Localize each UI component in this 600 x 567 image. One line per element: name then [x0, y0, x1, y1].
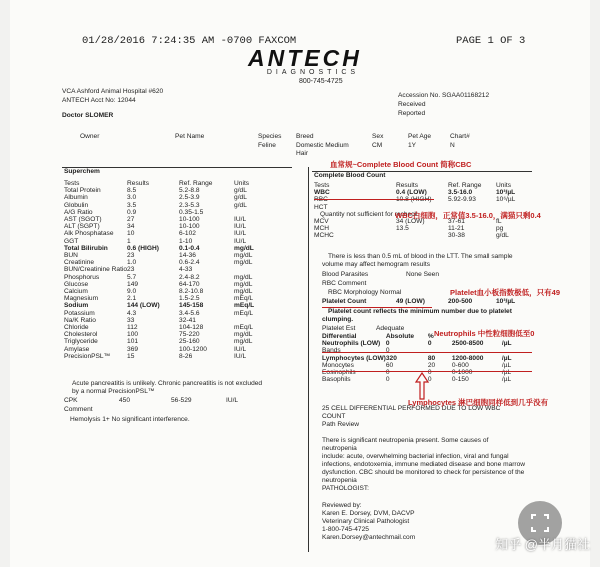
test-result: 4.3 [127, 309, 137, 317]
fax-header: 01/28/2016 7:24:35 AM -0700 FAXCOM [82, 35, 297, 47]
diff-col-absolute: Absolute [385, 333, 415, 340]
mchc-test: MCHC [314, 232, 334, 240]
superchem-row [64, 209, 274, 216]
superchem-row [64, 187, 274, 194]
absolute: 60 [385, 361, 394, 369]
test-units: mEq/L [234, 295, 254, 303]
cell-type: Basophils [322, 376, 351, 384]
reviewed-line: Veterinary Clinical Pathologist [322, 518, 410, 525]
test-range: 8.2-10.8 [179, 288, 204, 296]
percent: 0 [427, 369, 432, 377]
platelet-test: Platelet Count [322, 298, 367, 305]
logo-sub: DIAGNOSTICS [266, 69, 360, 76]
mchc-range: 30-38 [448, 232, 465, 240]
test-result: 9.0 [127, 288, 137, 296]
test-result: 149 [127, 280, 139, 288]
diff-row [322, 362, 526, 369]
reviewed-line: Reviewed by: [322, 502, 362, 509]
path-line: infections, endotoxemia, immune mediated disease and bone marrow [322, 461, 526, 468]
superchem-row [64, 238, 274, 245]
platelet-note-1: Platelet count reflects the minimum number due to platelet [328, 308, 512, 315]
test-range: 4-33 [179, 266, 193, 274]
test-units: mEq/L [234, 302, 255, 310]
test-name: BUN [64, 252, 78, 260]
absolute: 0 [385, 369, 390, 377]
annotation-cbc-title: 血常规~Complete Blood Count 简称CBC [330, 160, 472, 169]
arrow-up-icon [415, 372, 429, 400]
test-units: IU/L [234, 345, 247, 353]
diff-row [322, 347, 526, 354]
absolute: 0 [385, 376, 390, 384]
test-units: g/dL [234, 194, 247, 202]
superchem-row [64, 223, 274, 230]
test-units: mg/dL [234, 288, 253, 296]
test-result: 101 [127, 338, 139, 346]
test-result: 369 [127, 345, 139, 353]
test-range: 10-100 [179, 216, 200, 224]
rbc-comment-label: RBC Comment [322, 280, 367, 287]
species-value: Feline [258, 142, 276, 149]
annotation-platelet: Platelet血小板指数极低，只有49 [450, 288, 561, 297]
test-range: 14-36 [179, 252, 196, 260]
superchem-row [64, 245, 274, 252]
units: /µL [501, 369, 512, 377]
hct-test: HCT [314, 203, 328, 211]
cbc-row-rbc [314, 196, 530, 203]
test-result: 144 (LOW) [127, 302, 160, 310]
mcv-test: MCV [314, 218, 329, 226]
test-range: 2.4-8.2 [179, 273, 200, 281]
doctor-name: Doctor SLOMER [62, 112, 114, 119]
diff-row [322, 355, 526, 362]
test-result: 1 [127, 237, 131, 245]
test-units: mg/dL [234, 259, 253, 267]
mcv-units: fL [496, 218, 502, 226]
mchc-result [396, 232, 448, 239]
platelet-range: 200-500 [448, 298, 473, 305]
test-name: AST (SGOT) [64, 216, 102, 224]
superchem-row [64, 324, 274, 331]
lab-phone: 800-745-4725 [299, 78, 343, 85]
platelet-row [322, 298, 530, 305]
percent: 0 [427, 376, 432, 384]
superchem-row [64, 288, 274, 295]
path-line: PATHOLOGIST: [322, 485, 370, 492]
units: /µL [501, 354, 512, 362]
cbc-col-range: Ref. Range [448, 182, 482, 189]
accession-number: Accession No. SGAA01168212 [398, 92, 490, 99]
test-units: mEq/L [234, 309, 254, 317]
antech-logo [248, 46, 378, 76]
parasites-value: None Seen [406, 271, 439, 278]
test-units: IU/L [234, 352, 247, 360]
superchem-row [64, 346, 274, 353]
test-range: 0.1-0.4 [179, 244, 200, 252]
test-range: 64-170 [179, 280, 200, 288]
count-label: COUNT [322, 413, 346, 420]
test-name: A/G Ratio [64, 208, 93, 216]
diff-col-percent: % [427, 333, 434, 340]
wbc-result: 0.4 (LOW) [396, 189, 427, 197]
path-line: include: acute, overwhelming bacterial infection, viral and fungal [322, 453, 509, 460]
test-name: Potassium [64, 309, 95, 317]
age-label: Pet Age [408, 133, 432, 140]
superchem-row [64, 338, 274, 345]
test-name: GGT [64, 237, 79, 245]
reviewed-line: 1-800-745-4725 [322, 526, 369, 533]
path-line: dysfunction. CBC should be monitored to check for persistence of the [322, 469, 525, 476]
cell-diff-note: 25 CELL DIFFERENTIAL PERFORMED DUE TO LOW WBC [322, 405, 501, 412]
test-units [234, 209, 274, 216]
petname-label: Pet Name [175, 133, 205, 140]
cell-type: Lymphocytes (LOW) [322, 354, 386, 362]
test-range: 10-100 [179, 223, 200, 231]
hct-note: Quantity not sufficient for recheck [320, 210, 418, 218]
cbc-header-row [314, 182, 530, 189]
test-range: 145-158 [179, 302, 204, 310]
test-units: mg/dL [234, 273, 253, 281]
reported-label: Reported [398, 110, 426, 117]
test-range: 0.6-2.4 [179, 259, 200, 267]
superchem-row [64, 202, 274, 209]
mch-units: pg [496, 225, 504, 233]
center-rule [308, 167, 309, 552]
test-name: Glucose [64, 280, 89, 288]
test-range: 1.5-2.5 [179, 295, 200, 303]
test-name: Alk Phosphatase [64, 230, 114, 238]
superchem-row [64, 353, 274, 360]
test-name: ALT (SGPT) [64, 223, 100, 231]
test-name: PrecisionPSL™ [64, 352, 111, 360]
range: 0-150 [451, 376, 469, 384]
test-units: IU/L [234, 237, 247, 245]
test-units: mg/dL [234, 244, 254, 252]
test-name: Albumin [64, 194, 88, 202]
superchem-row [64, 317, 274, 324]
test-result: 23 [127, 266, 135, 274]
test-name: Triglyceride [64, 338, 98, 346]
mch-test: MCH [314, 225, 330, 233]
cbc-row-mch [314, 225, 530, 232]
cpk-range: 56-529 [171, 397, 192, 404]
test-units [234, 266, 274, 273]
neutrophils-underline [322, 352, 532, 353]
wbc-test: WBC [314, 189, 330, 197]
test-result: 0.6 (HIGH) [127, 244, 159, 252]
mcv-result: 34 (LOW) [396, 218, 425, 226]
range: 2500-8500 [451, 340, 484, 348]
diff-col-test: Differential [322, 333, 357, 340]
reviewed-line: Karen E. Dorsey, DVM, DACVP [322, 510, 415, 517]
reviewed-by-block [322, 502, 415, 542]
wbc-underline [314, 199, 434, 200]
test-result: 0.9 [127, 208, 137, 216]
chart-value: N [450, 142, 455, 149]
percent [428, 347, 452, 354]
ltt-note-2: volume may affect hemogram results [322, 261, 430, 268]
diff-row [322, 340, 526, 347]
annotation-wbc: WBC白细胞，正常值3.5-16.0，满猫只剩0.4 [395, 211, 541, 220]
test-result: 8.5 [127, 187, 137, 195]
test-units: mg/dL [234, 280, 253, 288]
range [452, 347, 502, 354]
test-range: 25-160 [179, 338, 200, 346]
path-line: There is significant neutropenia present. Some causes of [322, 437, 489, 444]
test-range: 3.4-5.6 [179, 309, 200, 317]
percent: 80 [427, 354, 436, 362]
test-result: 15 [127, 352, 135, 360]
platelet-underline [322, 307, 432, 308]
cpk-units: IU/L [226, 397, 239, 404]
test-range: 100-1200 [179, 345, 207, 353]
test-range: 1-10 [179, 237, 193, 245]
units [502, 347, 526, 354]
cpk-result: 450 [119, 397, 131, 404]
comment-label: Comment [64, 406, 93, 413]
test-result: 23 [127, 252, 135, 260]
cbc-col-results: Results [396, 182, 418, 189]
test-units: mg/dL [234, 252, 253, 260]
hemolysis-note: Hemolysis 1+ No significant interference. [70, 416, 190, 423]
test-range: 32-41 [179, 316, 196, 324]
test-units: mEq/L [234, 324, 254, 332]
parasites-label: Blood Parasites [322, 271, 369, 278]
test-range: 2.5-3.9 [179, 194, 200, 202]
platelet-est-label: Platelet Est [322, 325, 356, 332]
col-range: Ref. Range [179, 180, 213, 187]
test-name: Cholesterol [64, 331, 98, 339]
test-result: 27 [127, 216, 135, 224]
test-name: BUN/Creatinine Ratio [64, 266, 128, 274]
test-range: 5.2-8.8 [179, 187, 200, 195]
cbc-col-tests: Tests [314, 182, 330, 189]
breed-value: Domestic Medium Hair [296, 142, 349, 157]
test-result: 34 [127, 223, 135, 231]
test-units: mg/dL [234, 331, 253, 339]
cell-type: Neutrophils (LOW) [322, 340, 381, 348]
test-units: mg/dL [234, 338, 253, 346]
cbc-row-mchc [314, 232, 530, 239]
cell-type: Eosinophils [322, 369, 356, 377]
test-name: Total Bilirubin [64, 244, 108, 252]
test-units: IU/L [234, 216, 247, 224]
annotation-lymphocytes: Lymphocytes 淋巴细胞同样低到几乎没有 [408, 398, 549, 407]
owner-label: Owner [80, 133, 100, 140]
test-name: Chloride [64, 324, 89, 332]
superchem-row [64, 274, 274, 281]
platelet-units: 10³/µL [496, 298, 516, 305]
watermark: 知乎 @半月猫社 [495, 537, 590, 552]
mch-range: 11-21 [448, 225, 465, 233]
superchem-row [64, 266, 274, 273]
rbc-test: RBC [314, 196, 328, 204]
clinic-acct: ANTECH Acct No: 12044 [62, 97, 136, 104]
test-result: 100 [127, 331, 139, 339]
cpk-row [64, 397, 266, 404]
annotation-neutrophils: Neutrophils 中性粒细胞低至0 [434, 329, 535, 338]
col-results: Results [127, 180, 150, 187]
cell-type: Bands [322, 347, 341, 355]
mcv-range: 37-61 [448, 218, 465, 226]
test-name: Phosphorus [64, 273, 100, 281]
col-tests: Tests [64, 180, 80, 187]
psl-note-2: by a normal PrecisionPSL™ [72, 388, 155, 395]
path-review-text [322, 437, 525, 493]
test-range: 2.3-5.3 [179, 201, 200, 209]
cbc-row-wbc [314, 189, 530, 196]
test-name: Calcium [64, 288, 88, 296]
test-result: 10 [127, 230, 135, 238]
test-name: Amylase [64, 345, 90, 353]
ltt-note-1: There is less than 0.5 mL of blood in the LTT. The small sample [328, 253, 513, 260]
age-value: 1Y [408, 142, 417, 149]
logo-main: ANTECH [248, 45, 362, 71]
absolute: 0 [385, 340, 390, 348]
wbc-range: 3.5-16.0 [448, 189, 473, 197]
test-units: IU/L [234, 230, 247, 238]
cbc-title: Complete Blood Count [314, 172, 386, 179]
platelet-est-value: Adequate [376, 325, 405, 332]
lab-report-page [10, 0, 590, 567]
superchem-row [64, 259, 274, 266]
test-result: 2.1 [127, 295, 137, 303]
clinic-name: VCA Ashford Animal Hospital #620 [62, 88, 164, 95]
superchem-title: Superchem [64, 168, 100, 175]
rbc-units: 10⁶/µL [496, 196, 516, 204]
cpk-test: CPK [64, 397, 78, 404]
platelet-result: 49 (LOW) [396, 298, 425, 305]
rbc-result: 10.8 (HIGH) [396, 196, 432, 204]
superchem-table [64, 180, 274, 360]
test-range: 8-26 [179, 352, 193, 360]
absolute: 0 [385, 347, 390, 355]
absolute: 320 [385, 354, 397, 362]
wbc-units: 10³/µL [496, 189, 516, 197]
test-units: g/dL [234, 201, 247, 209]
mch-result: 13.5 [396, 225, 409, 233]
path-line: neutropenia [322, 445, 357, 452]
test-name: Globulin [64, 201, 89, 209]
platelet-note-2: clumping. [322, 316, 354, 323]
superchem-row [64, 331, 274, 338]
test-result: 112 [127, 324, 138, 332]
rbc-morphology: RBC Morphology Normal [328, 289, 402, 296]
cell-type: Monocytes [322, 361, 354, 369]
test-name: Creatinine [64, 259, 95, 267]
rbc-range: 5.92-9.93 [448, 196, 476, 204]
test-result: 3.0 [127, 194, 137, 202]
test-name: Na/K Ratio [64, 316, 96, 324]
test-range: 104-128 [179, 324, 204, 332]
superchem-row [64, 216, 274, 223]
path-review-label: Path Review [322, 421, 360, 428]
percent: 20 [427, 361, 436, 369]
superchem-row [64, 194, 274, 201]
psl-note-1: Acute pancreatitis is unlikely. Chronic pancreatitis is not excluded [72, 380, 263, 387]
breed-label: Breed [296, 133, 314, 140]
superchem-row [64, 310, 274, 317]
superchem-row [64, 302, 274, 309]
superchem-row [64, 252, 274, 259]
superchem-row [64, 281, 274, 288]
test-range: 0.35-1.5 [179, 208, 204, 216]
units: /µL [501, 376, 512, 384]
sex-value: CM [372, 142, 383, 149]
test-result: 33 [127, 316, 135, 324]
test-name: Sodium [64, 302, 89, 310]
test-units: IU/L [234, 223, 247, 231]
percent: 0 [427, 340, 432, 348]
test-range: 6-102 [179, 230, 196, 238]
reviewed-line: Karen.Dorsey@antechmail.com [322, 534, 416, 541]
mchc-units: g/dL [496, 232, 509, 240]
path-line: neutropenia [322, 477, 357, 484]
page-number: PAGE 1 OF 3 [456, 35, 526, 47]
test-name: Total Protein [64, 187, 101, 195]
units: /µL [501, 340, 512, 348]
test-result: 1.0 [127, 259, 137, 267]
cbc-col-units: Units [496, 182, 512, 189]
chart-label: Chart# [450, 133, 470, 140]
test-units: g/dL [234, 187, 247, 195]
superchem-row [64, 295, 274, 302]
received-label: Received [398, 101, 426, 108]
test-result: 3.5 [127, 201, 137, 209]
species-label: Species [258, 133, 282, 140]
superchem-row [64, 230, 274, 237]
test-result: 5.7 [127, 273, 137, 281]
range: 0-1000 [451, 369, 473, 377]
range: 1200-8000 [451, 354, 484, 362]
units: /µL [501, 361, 512, 369]
test-range: 75-220 [179, 331, 200, 339]
test-units [234, 317, 274, 324]
col-units: Units [234, 180, 250, 187]
range: 0-600 [451, 361, 469, 369]
test-name: Magnesium [64, 295, 99, 303]
superchem-header-row [64, 180, 274, 187]
sex-label: Sex [372, 133, 384, 140]
